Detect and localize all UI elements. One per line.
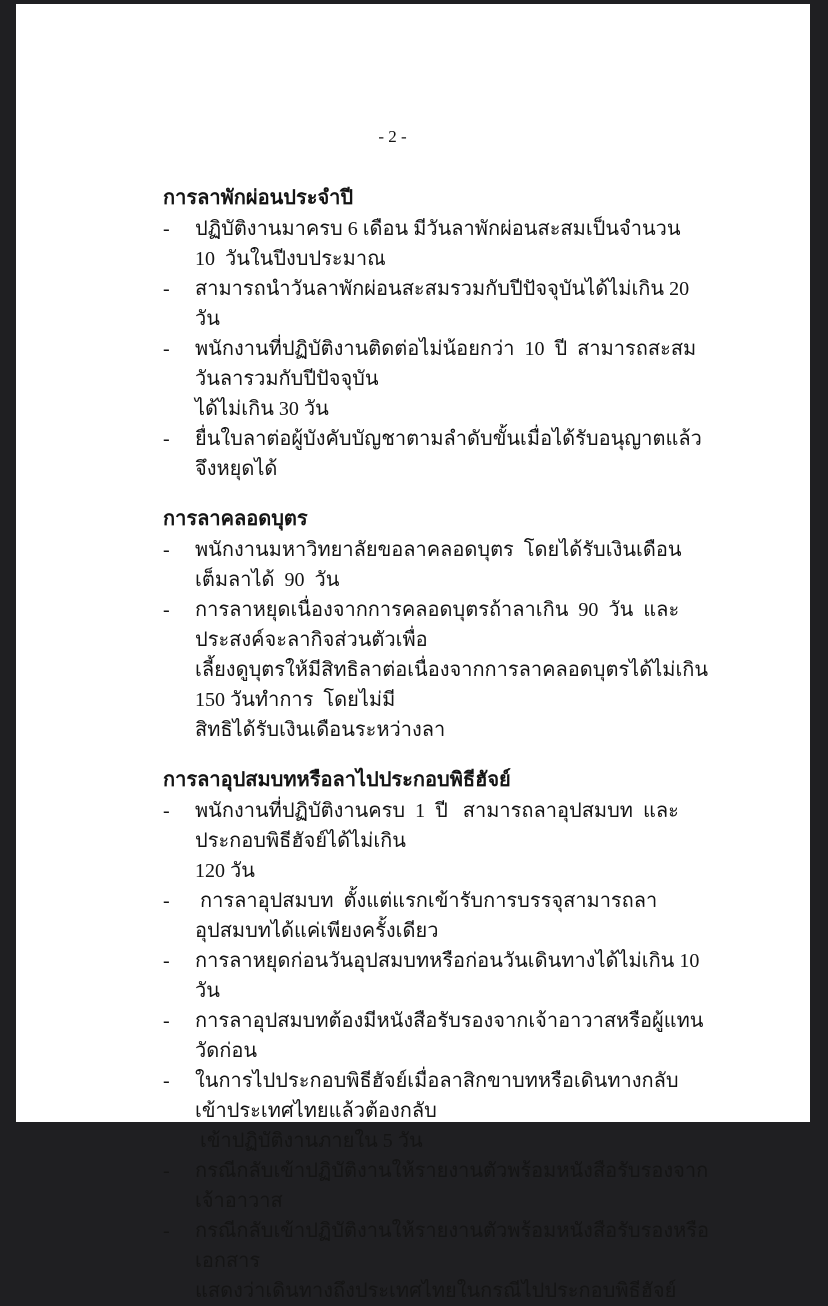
text-line: การลาหยุดก่อนวันอุปสมบทหรือก่อนวันเดินทางได้ไม่เกิน 10 วัน xyxy=(195,950,705,1002)
bullet-dash: - xyxy=(163,1010,170,1032)
text-line: พนักงานที่ปฏิบัติงานครบ 1 ปี สามารถลาอุปสมบท และประกอบพิธีฮัจย์ได้ไม่เกิน xyxy=(195,800,679,852)
list-item xyxy=(163,1156,710,1216)
bullet-dash: - xyxy=(163,599,170,621)
page-content xyxy=(16,4,810,1306)
list-item-text xyxy=(195,334,710,424)
bullet-dash: - xyxy=(163,950,170,972)
list-item-text xyxy=(195,946,710,1006)
text-line: กรณีกลับเข้าปฏิบัติงานให้รายงานตัวพร้อมหนังสือรับรองจากเจ้าอาวาส xyxy=(195,1160,709,1212)
text-line: การลาหยุดเนื่องจากการคลอดบุตรถ้าลาเกิน 90 วัน และประสงค์จะลากิจส่วนตัวเพื่อ xyxy=(195,599,680,651)
list-item-text xyxy=(195,886,710,946)
text-line: ยื่นใบลาต่อผู้บังคับบัญชาตามลำดับขั้นเมื่อได้รับอนุญาตแล้วจึงหยุดได้ xyxy=(195,428,702,480)
text-line: ในการไปประกอบพิธีฮัจย์เมื่อลาสิกขาบทหรือเดินทางกลับเข้าประเทศไทยแล้วต้องกลับ xyxy=(195,1070,679,1122)
list-item xyxy=(163,796,710,886)
list-item-text xyxy=(195,274,710,334)
bullet-dash: - xyxy=(163,338,170,360)
list-item xyxy=(163,1216,710,1306)
bullet-dash: - xyxy=(163,539,170,561)
text-line: การลาอุปสมบท ตั้งแต่แรกเข้ารับการบรรจุสามารถลาอุปสมบทได้แค่เพียงครั้งเดียว xyxy=(195,890,658,942)
text-line: 120 วัน xyxy=(195,860,255,882)
list-item-text xyxy=(195,214,710,274)
list-item xyxy=(163,334,710,424)
page-number: - 2 - xyxy=(378,127,407,146)
bullet-dash: - xyxy=(163,428,170,450)
text-line: กรณีกลับเข้าปฏิบัติงานให้รายงานตัวพร้อมหนังสือรับรองหรือเอกสาร xyxy=(195,1220,710,1272)
list-item xyxy=(163,214,710,274)
text-line: เลี้ยงดูบุตรให้มีสิทธิลาต่อเนื่องจากการลาคลอดบุตรได้ไม่เกิน 150 วันทำการ โดยไม่มี xyxy=(195,659,714,711)
bullet-dash: - xyxy=(163,218,170,240)
text-line: สามารถนำวันลาพักผ่อนสะสมรวมกับปีปัจจุบันได้ไม่เกิน 20 วัน xyxy=(195,278,695,330)
section-heading-annual-leave: การลาพักผ่อนประจำปี xyxy=(163,187,354,209)
text-line: สิทธิได้รับเงินเดือนระหว่างลา xyxy=(195,719,446,741)
list-item-text xyxy=(195,1006,710,1066)
bullet-dash: - xyxy=(163,278,170,300)
document-page xyxy=(16,4,810,1302)
list-item xyxy=(163,886,710,946)
bullet-dash: - xyxy=(163,890,170,912)
list-item-text xyxy=(195,1216,710,1306)
text-line: เข้าปฏิบัติงานภายใน 5 วัน xyxy=(195,1130,423,1152)
list-item xyxy=(163,424,710,484)
bullet-dash: - xyxy=(163,1070,170,1092)
text-line: ได้ไม่เกิน 30 วัน xyxy=(195,398,329,420)
list-item xyxy=(163,595,714,745)
bullet-dash: - xyxy=(163,1220,170,1242)
text-line: พนักงานมหาวิทยาลัยขอลาคลอดบุตร โดยได้รับเงินเดือนเต็มลาได้ 90 วัน xyxy=(195,539,682,591)
list-item-text xyxy=(195,1066,710,1156)
list-item-text xyxy=(195,1156,710,1216)
list-item xyxy=(163,274,710,334)
text-line: ปฏิบัติงานมาครบ 6 เดือน มีวันลาพักผ่อนสะสมเป็นจำนวน 10 วันในปีงบประมาณ xyxy=(195,218,691,270)
list-item xyxy=(163,1006,710,1066)
list-item xyxy=(163,946,710,1006)
text-line: การลาอุปสมบทต้องมีหนังสือรับรองจากเจ้าอาวาสหรือผู้แทนวัดก่อน xyxy=(195,1010,704,1062)
section-heading-maternity-leave: การลาคลอดบุตร xyxy=(163,508,308,530)
bullet-dash: - xyxy=(163,1160,170,1182)
text-line: พนักงานที่ปฏิบัติงานติดต่อไม่น้อยกว่า 10 ปี สามารถสะสมวันลารวมกับปีปัจจุบัน xyxy=(195,338,697,390)
list-item-text xyxy=(195,535,710,595)
list-item xyxy=(163,1066,710,1156)
section-heading-ordination-hajj-leave: การลาอุปสมบทหรือลาไปประกอบพิธีฮัจย์ xyxy=(163,769,511,791)
list-item-text xyxy=(195,595,714,745)
list-item-text xyxy=(195,796,710,886)
list-item xyxy=(163,535,710,595)
text-line: แสดงว่าเดินทางถึงประเทศไทยในกรณีไปประกอบพิธีฮัจย์ xyxy=(195,1280,677,1302)
bullet-dash: - xyxy=(163,800,170,822)
list-item-text xyxy=(195,424,710,484)
